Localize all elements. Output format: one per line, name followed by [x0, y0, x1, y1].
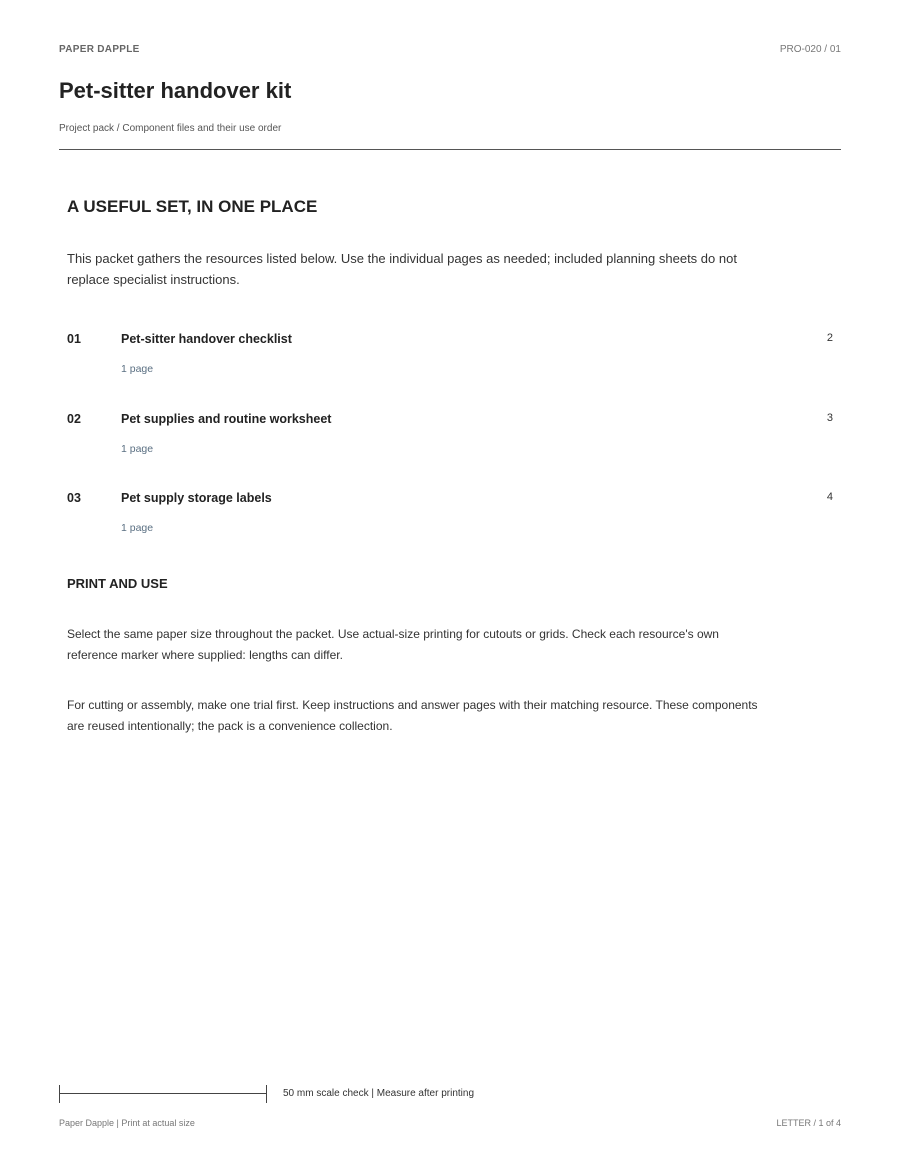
contents-item-page: 4 [826, 491, 833, 503]
page-subtitle: Project pack / Component files and their use order [59, 123, 282, 134]
scale-check-label: 50 mm scale check | Measure after printing [283, 1088, 475, 1099]
contents-item-title: Pet supplies and routine worksheet [121, 412, 332, 426]
page-title: Pet-sitter handover kit [59, 78, 292, 103]
contents-item-number: 02 [67, 412, 81, 426]
scale-bar-tick-left [59, 1085, 60, 1103]
contents-item-title: Pet supply storage labels [121, 491, 272, 505]
contents-item-page: 3 [826, 412, 833, 424]
contents-item [67, 491, 833, 541]
footer-page-indicator: LETTER / 1 of 4 [776, 1118, 841, 1128]
print-paragraph: For cutting or assembly, make one trial first. Keep instructions and answer pages with their matching resource. These components are reused intentionally; the pack is a convenience collection. [67, 698, 758, 733]
document-code: PRO-020 / 01 [779, 44, 841, 55]
scale-bar-line [59, 1093, 267, 1094]
section-heading: A USEFUL SET, IN ONE PLACE [67, 197, 318, 216]
brand-name: PAPER DAPPLE [59, 44, 140, 55]
contents-item [67, 332, 833, 382]
print-paragraph: Select the same paper size throughout the packet. Use actual-size printing for cutouts or grids. Check each resource's own reference marker where supplied: lengths can differ. [67, 627, 719, 662]
contents-item-meta: 1 page [121, 522, 154, 534]
contents-item-number: 01 [67, 332, 81, 346]
contents-item [67, 412, 833, 462]
contents-item-meta: 1 page [121, 443, 154, 455]
contents-item-title: Pet-sitter handover checklist [121, 332, 292, 346]
footer-left: Paper Dapple | Print at actual size [59, 1118, 195, 1128]
contents-item-meta: 1 page [121, 363, 154, 375]
scale-bar [59, 1085, 267, 1103]
scale-bar-tick-right [266, 1085, 267, 1103]
intro-paragraph: This packet gathers the resources listed below. Use the individual pages as needed; included planning sheets do not replace specialist instructions. [67, 251, 737, 287]
header-rule [59, 149, 841, 150]
print-section-heading: PRINT AND USE [67, 576, 168, 591]
contents-item-page: 2 [826, 332, 833, 344]
contents-item-number: 03 [67, 491, 81, 505]
